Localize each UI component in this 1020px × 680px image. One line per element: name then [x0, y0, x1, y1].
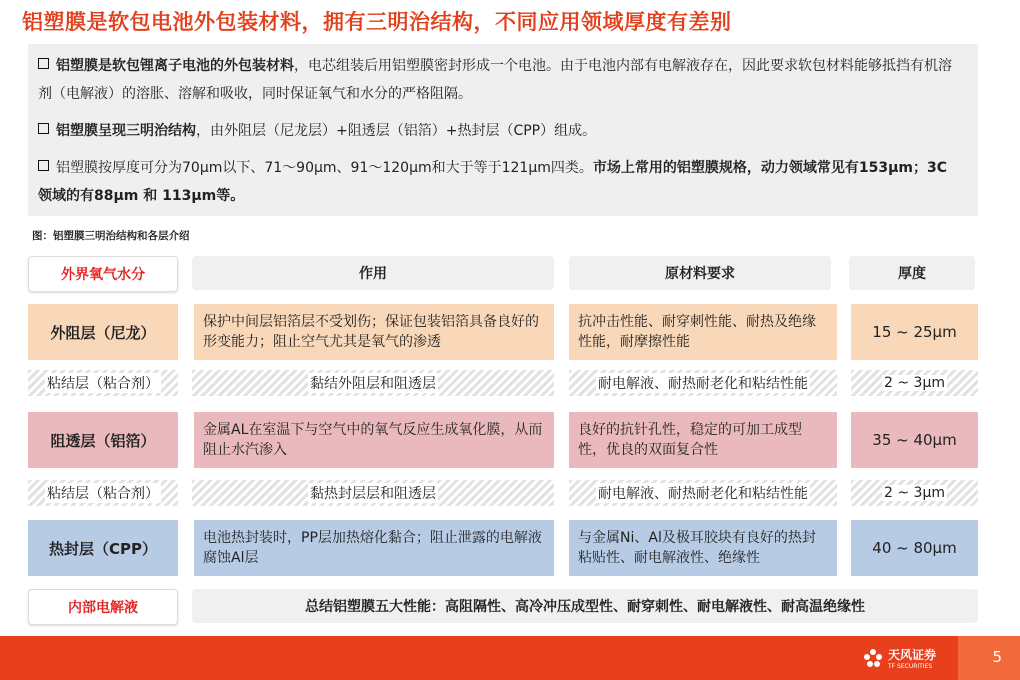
- header-thickness: 厚度: [849, 256, 975, 290]
- intro-bullets: [28, 44, 978, 216]
- bullet-1-bold: 铝塑膜是软包锂离子电池的外包装材料: [56, 58, 294, 74]
- thickness-adhesive-1: [851, 370, 978, 396]
- footer-bar: [0, 636, 1020, 680]
- header-function: 作用: [192, 256, 554, 290]
- layer-foil: 阻透层（铝箔）: [28, 412, 178, 468]
- thickness-nylon: 15 ~ 25μm: [851, 304, 978, 360]
- layer-cpp: 热封层（CPP）: [28, 520, 178, 576]
- function-adhesive-2: [192, 480, 554, 506]
- function-adhesive-1: [192, 370, 554, 396]
- thickness-adhesive-2-text: 2 ~ 3μm: [884, 485, 945, 501]
- layer-adhesive-1-label: 粘结层（粘合剂）: [45, 373, 161, 393]
- bullet-2: [38, 117, 958, 145]
- function-adhesive-1-text: 黏结外阻层和阻透层: [308, 373, 438, 393]
- material-foil: 良好的抗针孔性，稳定的可加工成型性，优良的双面复合性: [569, 412, 837, 468]
- layer-adhesive-1: [28, 370, 178, 396]
- page-title: 铝塑膜是软包电池外包装材料，拥有三明治结构，不同应用领域厚度有差别: [22, 10, 732, 34]
- bullet-3-bold: 市场上常用的铝塑膜规格，动力领域常见有153μm；3C 领域的有88μm 和 113μm等。: [38, 160, 948, 204]
- figure-caption: 图：铝塑膜三明治结构和各层介绍: [32, 230, 190, 242]
- outer-label: 外界氧气水分: [28, 256, 178, 292]
- page-number: 5: [992, 648, 1002, 666]
- inner-label: 内部电解液: [28, 589, 178, 625]
- summary-bar: 总结铝塑膜五大性能：高阻隔性、高冷冲压成型性、耐穿刺性、耐电解液性、耐高温绝缘性: [192, 589, 978, 623]
- material-adhesive-1: [569, 370, 837, 396]
- checkbox-square-icon: [38, 58, 49, 69]
- bullet-3-text: 铝塑膜按厚度可分为70μm以下、71～90μm、91～120μm和大于等于121μm四类。: [56, 160, 593, 176]
- thickness-adhesive-1-text: 2 ~ 3μm: [884, 375, 945, 391]
- thickness-cpp: 40 ~ 80μm: [851, 520, 978, 576]
- material-cpp: 与金属Ni、Al及极耳胶块有良好的热封粘贴性、耐电解液性、绝缘性: [569, 520, 837, 576]
- function-foil: 金属AL在室温下与空气中的氧气反应生成氧化膜，从而阻止水汽渗入: [194, 412, 554, 468]
- material-adhesive-2-text: 耐电解液、耐热耐老化和粘结性能: [596, 483, 810, 503]
- material-adhesive-1-text: 耐电解液、耐热耐老化和粘结性能: [596, 373, 810, 393]
- brand-name: 天风证券: [888, 648, 937, 662]
- function-adhesive-2-text: 黏热封层层和阻透层: [308, 483, 438, 503]
- page-number-block: [958, 636, 1020, 680]
- checkbox-square-icon: [38, 123, 49, 134]
- bullet-1-text: ，电芯组装后用铝塑膜密封形成一个电池。由于电池内部有电解液存在，因此要求软包材料能够抵挡有机溶剂（电解液）的溶胀、溶解和吸收，同时保证氧气和水分的严格阻隔。: [38, 58, 952, 102]
- checkbox-square-icon: [38, 160, 49, 171]
- bullet-1: [38, 52, 958, 108]
- thickness-adhesive-2: [851, 480, 978, 506]
- bullet-2-bold: 铝塑膜呈现三明治结构: [56, 123, 196, 139]
- layer-nylon: 外阻层（尼龙）: [28, 304, 178, 360]
- material-nylon: 抗冲击性能、耐穿刺性能、耐热及绝缘性能，耐摩擦性能: [569, 304, 837, 360]
- function-nylon: 保护中间层铝箔层不受划伤；保证包装铝箔具备良好的形变能力；阻止空气尤其是氧气的渗透: [194, 304, 554, 360]
- brand-subtitle: TF SECURITIES: [888, 663, 933, 670]
- bullet-2-text: ，由外阻层（尼龙层）+阻透层（铝箔）+热封层（CPP）组成。: [196, 123, 597, 139]
- flower-logo-icon: [862, 647, 884, 669]
- function-cpp: 电池热封装时，PP层加热熔化黏合；阻止泄露的电解液腐蚀Al层: [194, 520, 554, 576]
- layer-adhesive-2-label: 粘结层（粘合剂）: [45, 483, 161, 503]
- header-material: 原材料要求: [569, 256, 831, 290]
- bullet-3: [38, 154, 958, 210]
- brand-logo: [862, 646, 936, 670]
- thickness-foil: 35 ~ 40μm: [851, 412, 978, 468]
- layer-adhesive-2: [28, 480, 178, 506]
- material-adhesive-2: [569, 480, 837, 506]
